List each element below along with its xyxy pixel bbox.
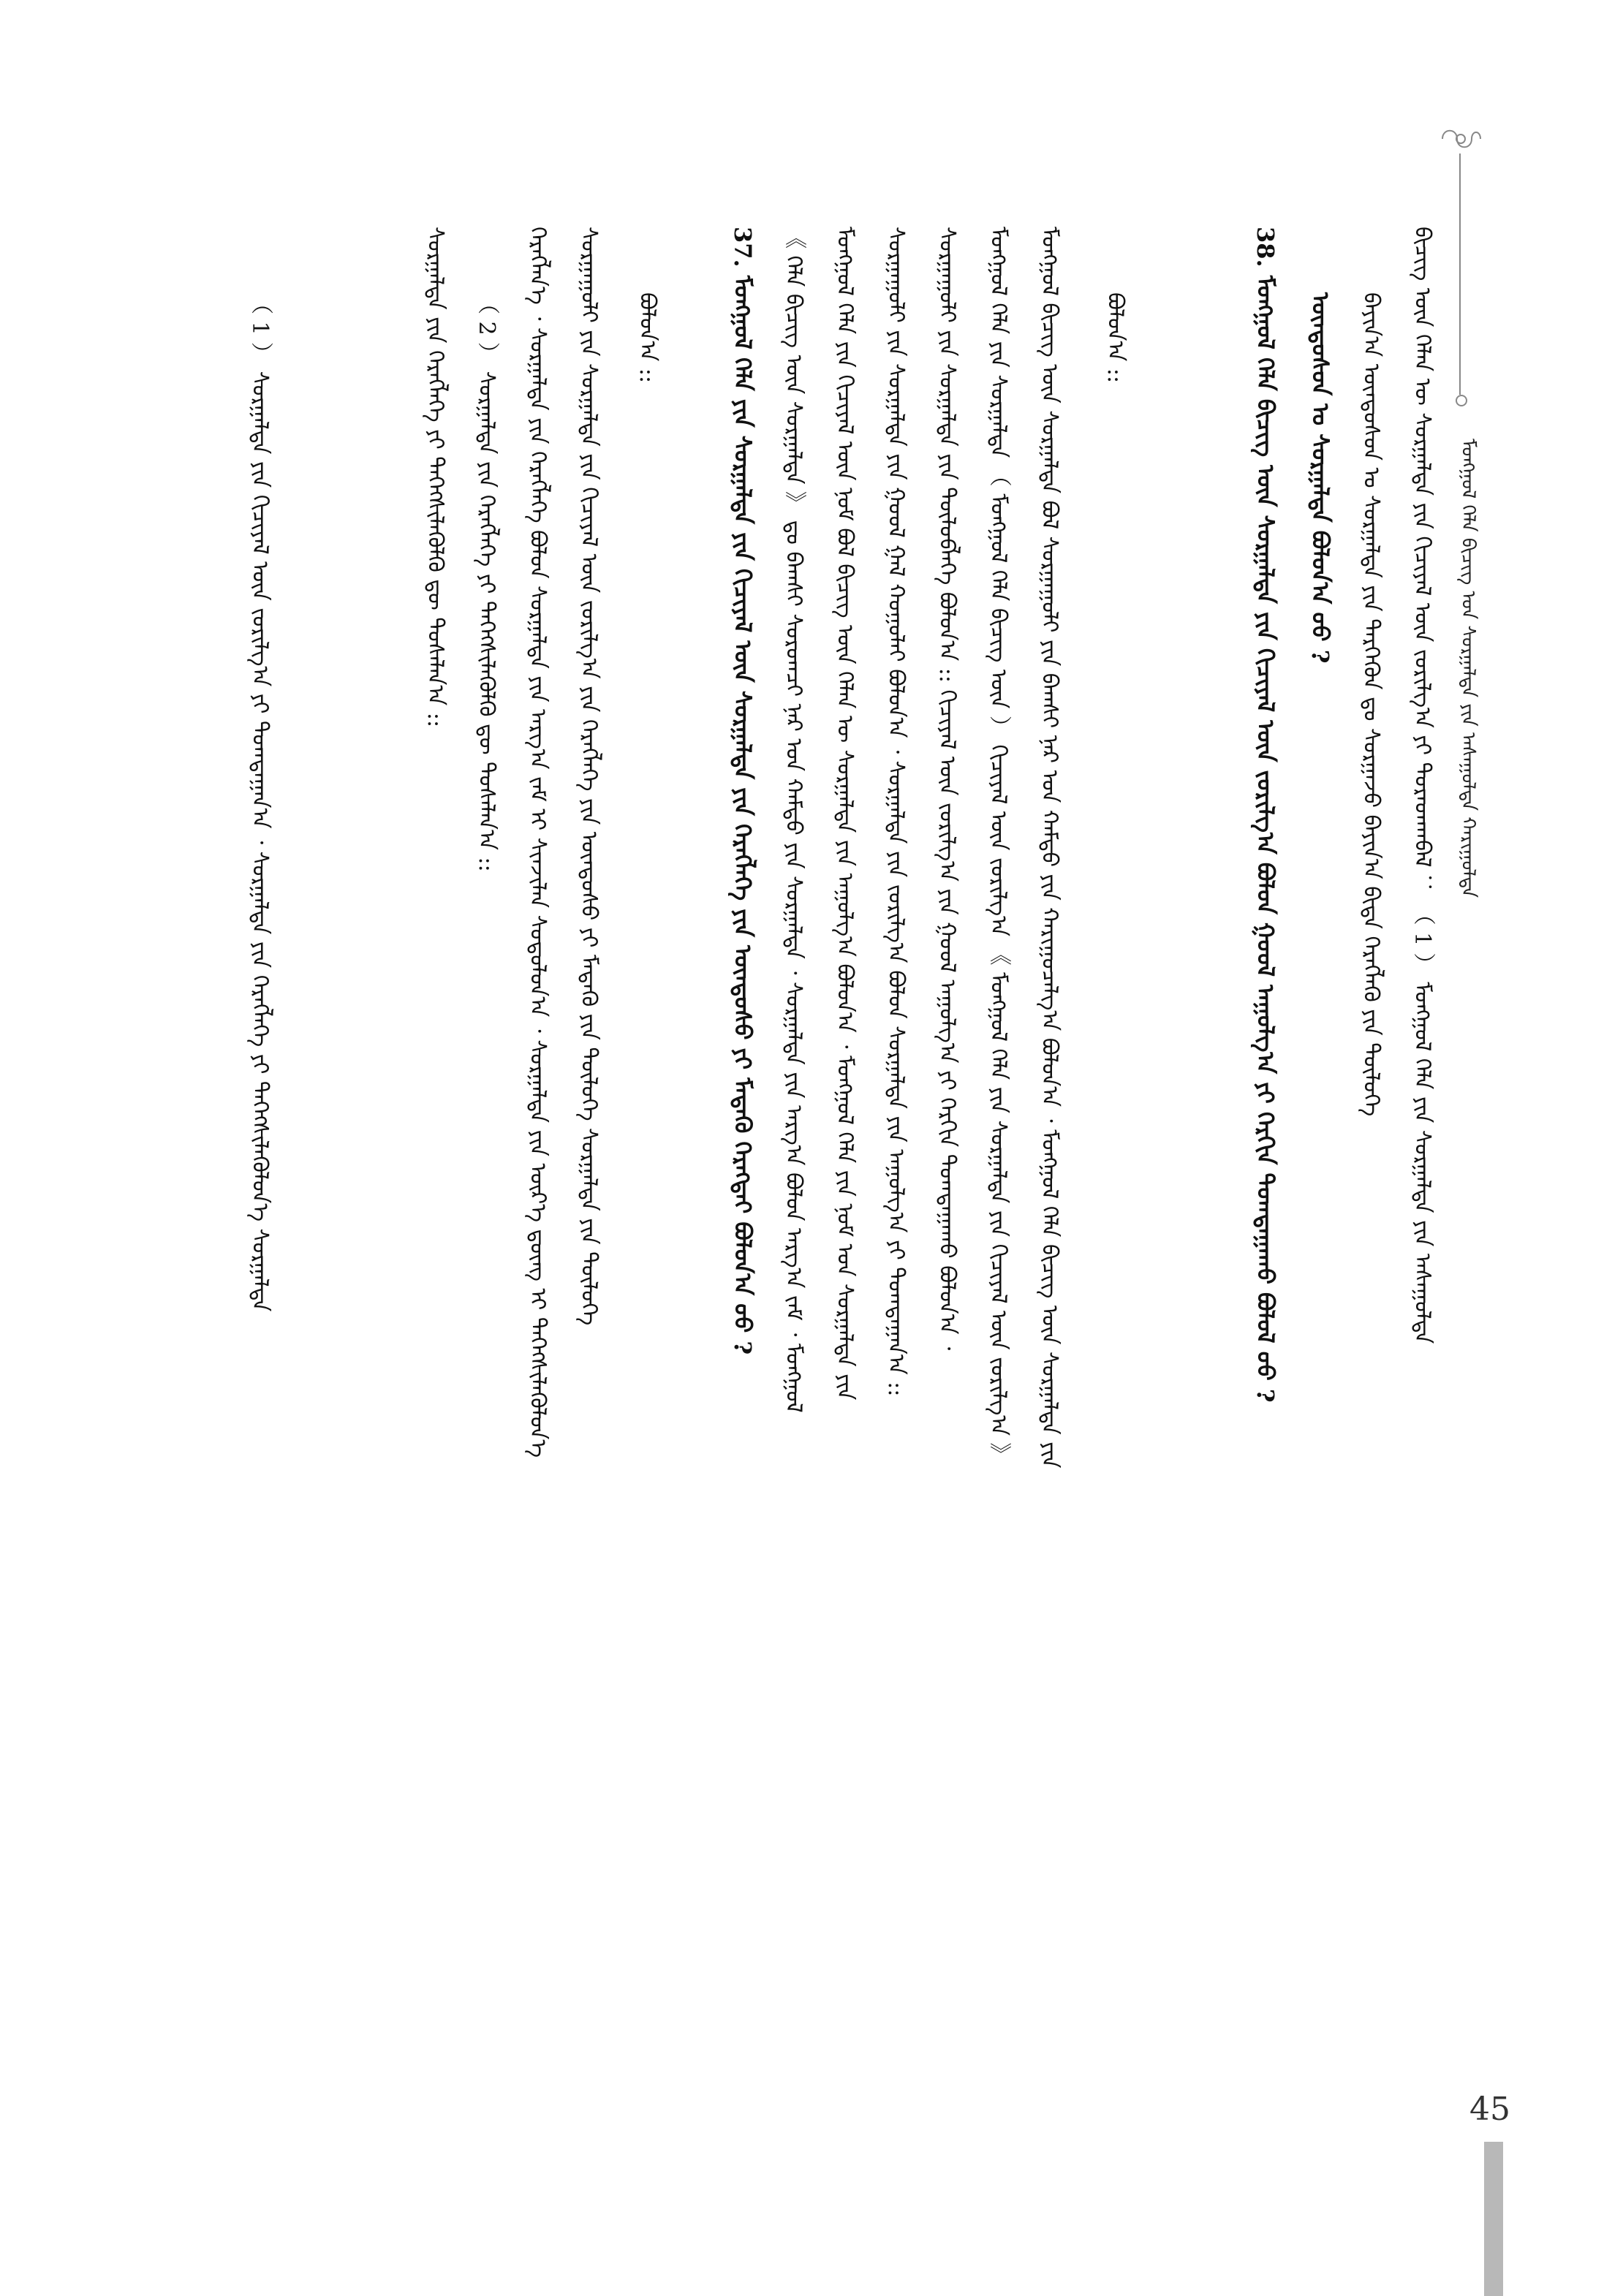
text-column: ᠦᠨᠳᠦᠰᠦᠨ ᠤ ᠰᠤᠷᠭᠠᠯᠲᠠ ᠪᠣᠯᠤᠨ᠎ᠠ ᠦᠦ ? xyxy=(1306,292,1334,664)
text-column: ᠰᠤᠷᠭᠠᠭᠤᠯᠢ ᠶᠢᠨ ᠰᠤᠷᠭᠠᠯᠲᠠ ᠶᠢᠨ ᠬᠢᠴᠢᠶᠡᠯ ᠦᠨ ᠵᠣᠷᠢᠯᠭ᠎ᠠ ᠶᠢᠨ ᠬᠡᠷᠡᠭᠯᠡᠭᠡ ᠶᠢᠨ ᠦᠨᠳᠦᠰᠦ ᠶᠢ ᠮᠡᠳᠡᠬᠦ ᠶᠢᠨ ᠲᠥᠯᠥᠭᠡ ᠰᠤᠷᠭᠠᠯᠲᠠ ᠶᠢᠨ ᠲᠦᠯᠦᠭᠡ xyxy=(576,227,602,1326)
running-header: ᠮᠣᠩᠭᠣᠯ ᠬᠡᠯᠡ ᠪᠢᠴᠢᠭ ᠤᠨ ᠰᠤᠷᠭᠠᠯᠲᠠ ᠶᠢᠨ ᠠᠰᠠᠭᠤᠯᠲᠠ ᠬᠠᠷᠢᠭᠤᠯᠲᠠ xyxy=(1457,439,1479,898)
text-column: ᠮᠣᠩᠭᠣᠯ ᠬᠡᠯᠡ ᠶᠢᠨ ᠰᠤᠷᠭᠠᠯᠲᠠ （ ᠮᠣᠩᠭᠣᠯ ᠬᠡᠯᠡ ᠪᠢᠴᠢᠭ ᠦᠨ ） ᠬᠢᠴᠢᠶᠡᠯ ᠦᠨ ᠵᠣᠷᠢᠯᠭ᠎ᠠ 《 ᠮᠣᠩᠭᠣᠯ ᠬᠡᠯᠡ ᠶᠢᠨ ᠰᠤᠷᠭᠠᠯᠲᠠ ᠶᠢᠨ ᠬᠢᠴᠢᠶᠡᠯ ᠦᠨ ᠵᠣᠷᠢᠯᠭ᠎ᠠ 》 xyxy=(985,227,1011,1465)
body-text xyxy=(249,227,1448,2083)
header-rule-end xyxy=(1456,395,1467,406)
text-column: （ 1 ） ᠰᠤᠷᠭᠠᠯᠲᠠ ᠶᠢᠨ ᠬᠢᠴᠢᠶᠡᠯ ᠦᠨ ᠵᠣᠷᠢᠯᠭ᠎ᠠ ᠶᠢ ᠲᠣᠭᠲᠠᠭᠠᠨ᠎ᠠ ᠂ ᠰᠤᠷᠭᠠᠯᠲᠠ ᠶᠢᠨ ᠬᠡᠷᠡᠭᠯᠡᠭᠡ ᠶᠢ ᠳᠡᠭᠡᠭᠰᠢᠯᠡᠭᠦᠯᠦᠨ᠎ᠡ ᠰᠤᠷᠭᠠᠯᠲᠠ xyxy=(247,292,273,1312)
text-column: ᠰᠤᠷᠭᠠᠭᠤᠯᠢ ᠶᠢᠨ ᠰᠤᠷᠭᠠᠯᠲᠠ ᠶᠢᠨ ᠲᠥᠯᠥᠪᠯᠡᠭᠡ ᠪᠣᠯᠤᠨ᠎ᠠ :: ᠬᠢᠴᠢᠶᠡᠯ ᠦᠨ ᠵᠣᠷᠢᠯᠭ᠎ᠠ ᠶᠢᠨ ᠭᠣᠣᠯ ᠠᠭᠤᠯᠭ᠎ᠠ ᠶᠢ ᠬᠡᠷᠬᠢᠨ ᠲᠣᠭᠲᠠᠭᠠᠬᠤ ᠪᠣᠯᠤᠨ᠎ᠠ ᠂ xyxy=(934,227,960,1351)
text-column: ᠰᠤᠷᠭᠠᠯᠲᠠ ᠶᠢᠨ ᠬᠡᠷᠡᠭᠯᠡᠭᠡ ᠶᠢ ᠳᠡᠭᠡᠭᠰᠢᠯᠡᠭᠦᠯᠬᠦ ᠳᠦ ᠲᠤᠰᠠᠯᠠᠨ᠎ᠠ :: xyxy=(423,227,448,728)
text-column: ᠰᠤᠷᠭᠠᠭᠤᠯᠢ ᠶᠢᠨ ᠰᠤᠷᠭᠠᠯᠲᠠ ᠶᠢᠨ ᠭᠣᠣᠯ ᠭᠠᠯ ᠬᠣᠭᠣᠯᠠᠢ ᠪᠣᠯᠤᠨ᠎ᠠ ᠂ ᠰᠤᠷᠭᠠᠯᠲᠠ ᠶᠢᠨ ᠵᠣᠷᠢᠯᠭ᠎ᠠ ᠪᠣᠯᠤᠨ ᠰᠤᠷᠭᠠᠯᠲᠠ ᠶᠢᠨ ᠠᠭᠤᠯᠭ᠎ᠠ ᠶᠢ ᠲᠣᠭᠲᠠᠭᠠᠨ᠎ᠠ :: xyxy=(883,227,909,1397)
question-heading: 37. ᠮᠣᠩᠭᠣᠯ ᠬᠡᠯᠡ ᠶᠢᠨ ᠰᠤᠷᠭᠠᠯᠲᠠ ᠶᠢᠨ ᠬᠢᠴᠢᠶᠡᠯ ᠦᠨ ᠰᠤᠷᠭᠠᠯᠲᠠ ᠶᠢᠨ ᠬᠡᠷᠡᠭᠯᠡᠭᠡ ᠶᠢᠨ ᠦᠨᠳᠦᠰᠦ ᠶᠢ ᠮᠡᠳᠡᠬᠦ ᠬᠡᠷᠡᠭᠲᠡᠢ ᠪᠣᠯᠤᠨ᠎ᠠ ᠦᠦ ? xyxy=(729,227,757,1355)
question-heading: 38. ᠮᠣᠩᠭᠣᠯ ᠬᠡᠯᠡ ᠪᠢᠴᠢᠭ ᠦᠨ ᠰᠤᠷᠭᠠᠯᠲᠠ ᠶᠢᠨ ᠬᠢᠴᠢᠶᠡᠯ ᠦᠨ ᠵᠣᠷᠢᠯᠭ᠎ᠠ ᠪᠣᠯᠤᠨ ᠭᠣᠣᠯ ᠠᠭᠤᠯᠭ᠎ᠠ ᠶᠢ ᠬᠡᠷᠬᠢᠨ ᠲᠣᠭᠲᠠᠭᠠᠬᠤ ᠪᠣᠯᠤᠯ ᠦᠦ ? xyxy=(1252,227,1279,1403)
header-rule xyxy=(1459,154,1461,395)
text-column: ᠮᠣᠩᠭᠣᠯ ᠬᠡᠯᠡ ᠶᠢᠨ ᠬᠢᠴᠢᠶᠡᠯ ᠦᠨ ᠨᠣᠮ ᠪᠣᠯ ᠪᠢᠴᠢᠭ ᠦᠨ ᠬᠡᠯᠡᠨ ᠦ ᠰᠤᠷᠭᠠᠯᠲᠠ ᠶᠢᠨ ᠠᠭᠤᠯᠭ᠎ᠠ ᠪᠣᠯᠤᠨ᠎ᠠ ᠂ ᠮᠣᠩᠭᠣᠯ ᠬᠡᠯᠡ ᠶᠢᠨ ᠨᠣᠮ ᠤᠨ ᠰᠤᠷᠭᠠᠯᠲᠠ ᠶᠢᠨ xyxy=(832,227,858,1401)
page-number: 45 xyxy=(1469,2091,1510,2128)
scroll-ornament-icon xyxy=(1435,124,1486,154)
text-column: ᠪᠢᠴᠢᠭ ᠦᠨ ᠬᠡᠯᠡᠨ ᠦ ᠰᠤᠷᠭᠠᠯᠲᠠ ᠶᠢᠨ ᠬᠢᠴᠢᠶᠡᠯ ᠦᠨ ᠵᠣᠷᠢᠯᠭ᠎ᠠ ᠶᠢ ᠳᠤᠷᠠᠳᠬᠠᠪᠠᠯ ： （ 1 ） ᠮᠣᠩᠭᠣᠯ ᠬᠡᠯᠡ ᠶᠢᠨ ᠰᠤᠷᠭᠠᠯᠲᠠ ᠶᠢᠨ ᠠᠰᠠᠭᠤᠯᠲᠠ xyxy=(1410,227,1435,1344)
text-column: （ 2 ） ᠰᠤᠷᠭᠠᠯᠲᠠ ᠶᠢᠨ ᠬᠡᠷᠡᠭᠯᠡᠭᠡ ᠶᠢ ᠳᠡᠭᠡᠭᠰᠢᠯᠡᠭᠦᠯᠬᠦ ᠳᠦ ᠲᠤᠰᠠᠯᠠᠨ᠎ᠠ :: xyxy=(474,292,499,872)
text-column: ᠮᠣᠩᠭᠣᠯ ᠪᠢᠴᠢᠭ ᠦᠨ ᠰᠤᠷᠭᠠᠯᠲᠠ ᠪᠣᠯ ᠰᠤᠷᠭᠠᠭᠤᠯᠢ ᠶᠢᠨ ᠪᠠᠭᠰᠢ ᠨᠠᠷ ᠤᠨ ᠬᠠᠮᠲᠤ ᠶᠢᠨ ᠬᠠᠷᠢᠭᠤᠴᠠᠯᠭ᠎ᠠ ᠪᠣᠯᠤᠨ᠎ᠠ ᠂ ᠮᠣᠩᠭᠣᠯ ᠬᠡᠯᠡ ᠪᠢᠴᠢᠭ ᠦᠨ ᠰᠤᠷᠭᠠᠯᠲᠠ ᠶᠢᠨ xyxy=(1037,227,1062,1469)
text-column: ᠪᠠᠶᠢᠨ᠎ᠠ ᠦᠨᠳᠦᠰᠦᠨ ᠤ ᠰᠤᠷᠭᠠᠯᠲᠠ ᠶᠢᠨ ᠲᠡᠷᠭᠡᠭᠦᠨ ᠳᠤ ᠰᠤᠷᠭᠠᠵᠤ ᠪᠠᠶᠢᠨ᠎ᠠ ᠪᠢᠳᠡ ᠬᠡᠷᠡᠭᠯᠡᠬᠦ ᠶᠢᠨ ᠲᠦᠯᠦᠭᠡ xyxy=(1358,292,1384,1117)
text-column: 《 ᠬᠡᠯᠡ ᠪᠢᠴᠢᠭ ᠦᠨ ᠰᠤᠷᠭᠠᠯᠲᠠ 》 ᠳᠤ ᠪᠠᠭᠰᠢ ᠰᠤᠷᠤᠭᠴᠢ ᠨᠠᠷ ᠤᠨ ᠬᠠᠮᠲᠤ ᠶᠢᠨ ᠰᠤᠷᠭᠠᠯᠲᠠ ᠂ ᠰᠤᠷᠭᠠᠯᠲᠠ ᠶᠢᠨ ᠠᠷᠭ᠎ᠠ ᠪᠣᠯᠤᠨ ᠠᠷᠭ᠎ᠠ ᠵᠠᠮ ᠂ ᠮᠣᠩᠭᠣᠯ xyxy=(781,227,806,1413)
text-column: ᠪᠣᠯᠤᠨ᠎ᠠ :: xyxy=(1102,292,1128,384)
text-column: ᠬᠡᠷᠡᠭᠯᠡᠨ᠎ᠡ ᠂ ᠰᠤᠷᠭᠠᠯᠲᠠ ᠶᠢᠨ ᠬᠡᠷᠡᠭᠯᠡᠭᠡ ᠪᠣᠯᠤᠨ ᠰᠤᠷᠭᠠᠯᠲᠠ ᠶᠢᠨ ᠠᠷᠭ᠎ᠠ ᠵᠠᠮ ᠢ ᠰᠢᠨᠵᠢᠯᠡᠨ ᠰᠤᠳᠤᠯᠤᠨ᠎ᠠ ᠂ ᠰᠤᠷᠭᠠᠯᠲᠠ ᠶᠢᠨ ᠦᠷ᠎ᠡ ᠳ᠋ᠦᠩ ᠢ ᠳᠡᠭᠡᠭᠰᠢᠯᠡᠭᠦᠯᠦᠨ᠎ᠡ xyxy=(525,227,551,1458)
text-column: ᠪᠣᠯᠤᠨ᠎ᠠ :: xyxy=(635,292,660,384)
edge-tab xyxy=(1484,2142,1503,2296)
